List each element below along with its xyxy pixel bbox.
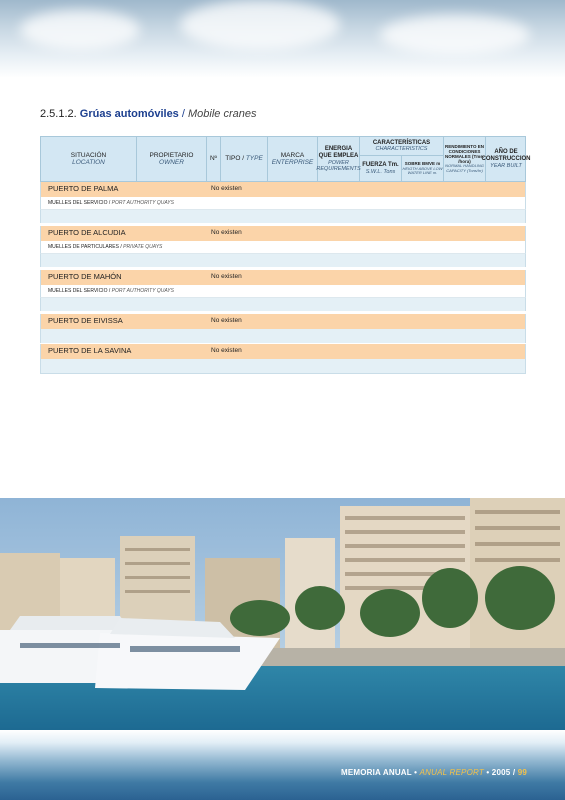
port-name: PUERTO DE LA SAVINA xyxy=(48,346,132,355)
table-row xyxy=(40,210,526,223)
table-row xyxy=(40,270,526,285)
row-note: No existen xyxy=(211,229,242,236)
row-note: No existen xyxy=(211,347,242,354)
header-power: ENERGIA QUE EMPLEA POWER REQUIREMENTS xyxy=(318,137,360,181)
port-name: PUERTO DE ALCUDIA xyxy=(48,228,126,237)
table-row xyxy=(40,359,526,374)
header-height: SOBRE BMVE m HEIGTH ABOVE LOW WATER LINE m. xyxy=(402,156,444,181)
title-separator: / xyxy=(181,108,185,120)
header-owner: PROPIETARIO OWNER xyxy=(137,137,207,181)
section-title-es: Grúas automóviles xyxy=(79,108,179,120)
header-swl: FUERZA Tm. S.W.L. Tons xyxy=(360,156,402,181)
section-heading xyxy=(40,108,256,120)
section-number: 2.5.1.2. xyxy=(40,108,77,120)
table-row xyxy=(40,254,526,267)
table-row xyxy=(40,226,526,241)
quay-type: MUELLES DEL SERVICIO / PORT AUTHORITY QUAYS xyxy=(48,200,174,206)
table-row xyxy=(40,197,526,210)
table-row xyxy=(40,241,526,254)
port-name: PUERTO DE EIVISSA xyxy=(48,316,123,325)
header-type: TIPO / TYPE xyxy=(221,137,268,181)
footer-memoria: MEMORIA ANUAL • xyxy=(340,768,418,777)
table-row xyxy=(40,182,526,197)
table-row xyxy=(40,329,526,343)
header-characteristics: CARACTERÍSTICAS CHARACTERISTICS xyxy=(360,137,444,156)
sky-clouds-banner xyxy=(0,0,565,78)
table-row xyxy=(40,344,526,359)
header-location: SITUACIÓN LOCATION xyxy=(41,137,137,181)
header-number: Nº xyxy=(207,137,221,181)
table-row xyxy=(40,314,526,329)
sea-footer-banner xyxy=(0,730,565,800)
row-note: No existen xyxy=(211,185,242,192)
table-row xyxy=(40,285,526,298)
quay-type: MUELLES DE PARTICULARES / PRIVATE QUAYS xyxy=(48,244,163,250)
mobile-cranes-table xyxy=(40,136,531,374)
port-name: PUERTO DE PALMA xyxy=(48,184,119,193)
footer-annual-report: ANUAL REPORT xyxy=(419,768,484,777)
port-name: PUERTO DE MAHÓN xyxy=(48,272,122,281)
table-header xyxy=(40,136,531,182)
harbour-photo xyxy=(0,498,565,730)
table-row xyxy=(40,298,526,311)
page-number: 99 xyxy=(517,768,527,777)
section-title-en: Mobile cranes xyxy=(188,108,257,120)
row-note: No existen xyxy=(211,273,242,280)
header-capacity: RENDIMIENTO EN CONDICIONES NORMALES (Tms. /hora) NORMAL HANDLING CAPACITY (Tons/hr) xyxy=(444,137,486,181)
row-note: No existen xyxy=(211,317,242,324)
footer-year: • 2005 / xyxy=(486,768,516,777)
header-year: AÑO DE CONSTRUCCION YEAR BUILT xyxy=(481,149,531,169)
quay-type: MUELLES DEL SERVICIO / PORT AUTHORITY QUAYS xyxy=(48,288,174,294)
header-enterprise: MARCA ENTERPRISE xyxy=(268,137,318,181)
page-footer xyxy=(341,768,527,777)
